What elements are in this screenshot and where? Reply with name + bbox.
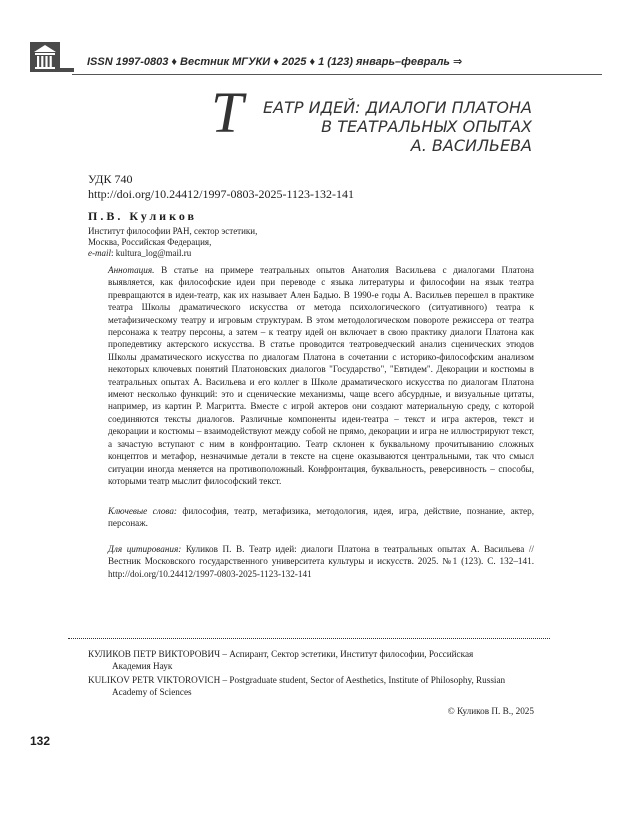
title-line-1: ЕАТР ИДЕЙ: ДИАЛОГИ ПЛАТОНА [263,98,532,117]
author-name: П.В. Куликов [88,209,198,223]
email-line [88,248,191,259]
bio-en-line-1: KULIKOV PETR VIKTOROVICH – Postgraduate student, Sector of Aesthetics, Institute of Philosophy, Russian [88,675,506,685]
bio-ru-line-2: Академия Наук [112,661,173,672]
journal-running-header: ISSN 1997-0803 ♦ Вестник МГУКИ ♦ 2025 ♦ 1 (123) январь–февраль ⇒ [87,56,463,68]
affiliation-line-2: Москва, Российская Федерация, [88,237,212,247]
citation-label: Для цитирования: [108,544,182,554]
affiliation-line-1: Институт философии РАН, сектор эстетики, [88,226,258,236]
header-rule [72,74,602,75]
article-title [211,80,532,155]
title-line-2: В ТЕАТРАЛЬНЫХ ОПЫТАХ [321,117,532,136]
citation-text: Куликов П. В. Театр идей: диалоги Платона в театральных опытах А. Васильева // Вестник Московского государственного университета культуры и искусств. 2025. №1 (123). С. 132–141. http://doi.org/10.24412/1997-0803-2025-1123-132-141 [108,544,534,579]
bio-ru-line-1: КУЛИКОВ ПЕТР ВИКТОРОВИЧ – Аспирант, Сектор эстетики, Институт философии, Российская [88,649,474,659]
abstract-text: В статье на примере театральных опытов Анатолия Васильева с диалогами Платона выявляется, как философские идеи при переводе с языка литературы и философии на язык театра превращаются в идеи-театр, как их называет Ален Бадью. В 1990-е годы А. Васильев перешел в практике театра Школы драматического искусства от метода психологического (ситуативного) театра к метафизическому театру и игровым структурам. В этом методологическом повороте режиссера от театра персонажа к театру персоны, а затем – к театру идей он включает в свою практику диалоги Платона как пропедевтику актерского искусства. В статье проводится театроведческий анализ сценических этюдов Школы драматического искусства по диалогам Платона в сочетании с историко-философским анализом некоторых ключевых понятий Платоновских диалогов "Государство", "Евтидем". Декорации и костюмы в театральных опытах А. Васильева и его коллег в Школе драматического искусства по диалогам Платона имеют несколько функций: это и сценические механизмы, чаще всего абсурдные, и визуальные цитаты, например, из картин Р. Магритта. Вместе с игрой актеров они создают материальную среду, с которой соединяются тексты диалогов. Различные компоненты идеи-театра – текст и игра актеров, текст и декорации и костюмы – взаимодействуют между собой не прямо, декорации и игра не иллюстрируют текст, а зачастую вступают с ним в конфронтацию. Театр склонен к буквальному прочитыванию сложных концептов и метафор, незначимые детали в тексте на сцене оказываются центральными, так что смысл ситуации иногда меняется на противоположный. Конфронтация, буквальность, реверсивность – способы, которыми театр мыслит философский текст. [108,265,534,486]
abstract-paragraph [108,264,534,487]
email-label: e-mail [88,248,111,258]
copyright-notice: © Куликов П. В., 2025 [447,706,534,716]
page-number: 132 [30,734,51,748]
doi-link[interactable]: http://doi.org/10.24412/1997-0803-2025-1123-132-141 [88,187,354,201]
author-bio-ru [88,648,534,673]
email-address[interactable]: : kultura_log@mail.ru [111,248,192,258]
author-bio-en [88,674,534,699]
footnote-divider [68,638,550,639]
abstract-label: Аннотация. [108,265,155,275]
keywords-label: Ключевые слова: [108,506,177,516]
udc-code: УДК 740 [88,172,133,186]
keywords-text: философия, театр, метафизика, методология, идея, игра, действие, познание, актер, персонаж. [108,506,534,529]
citation-paragraph [108,543,534,580]
title-drop-cap: Т [211,80,244,145]
journal-logo-icon [30,42,74,72]
keywords-paragraph [108,505,534,530]
bio-en-line-2: Academy of Sciences [112,687,192,698]
title-line-3: А. ВАСИЛЬЕВА [410,136,532,155]
